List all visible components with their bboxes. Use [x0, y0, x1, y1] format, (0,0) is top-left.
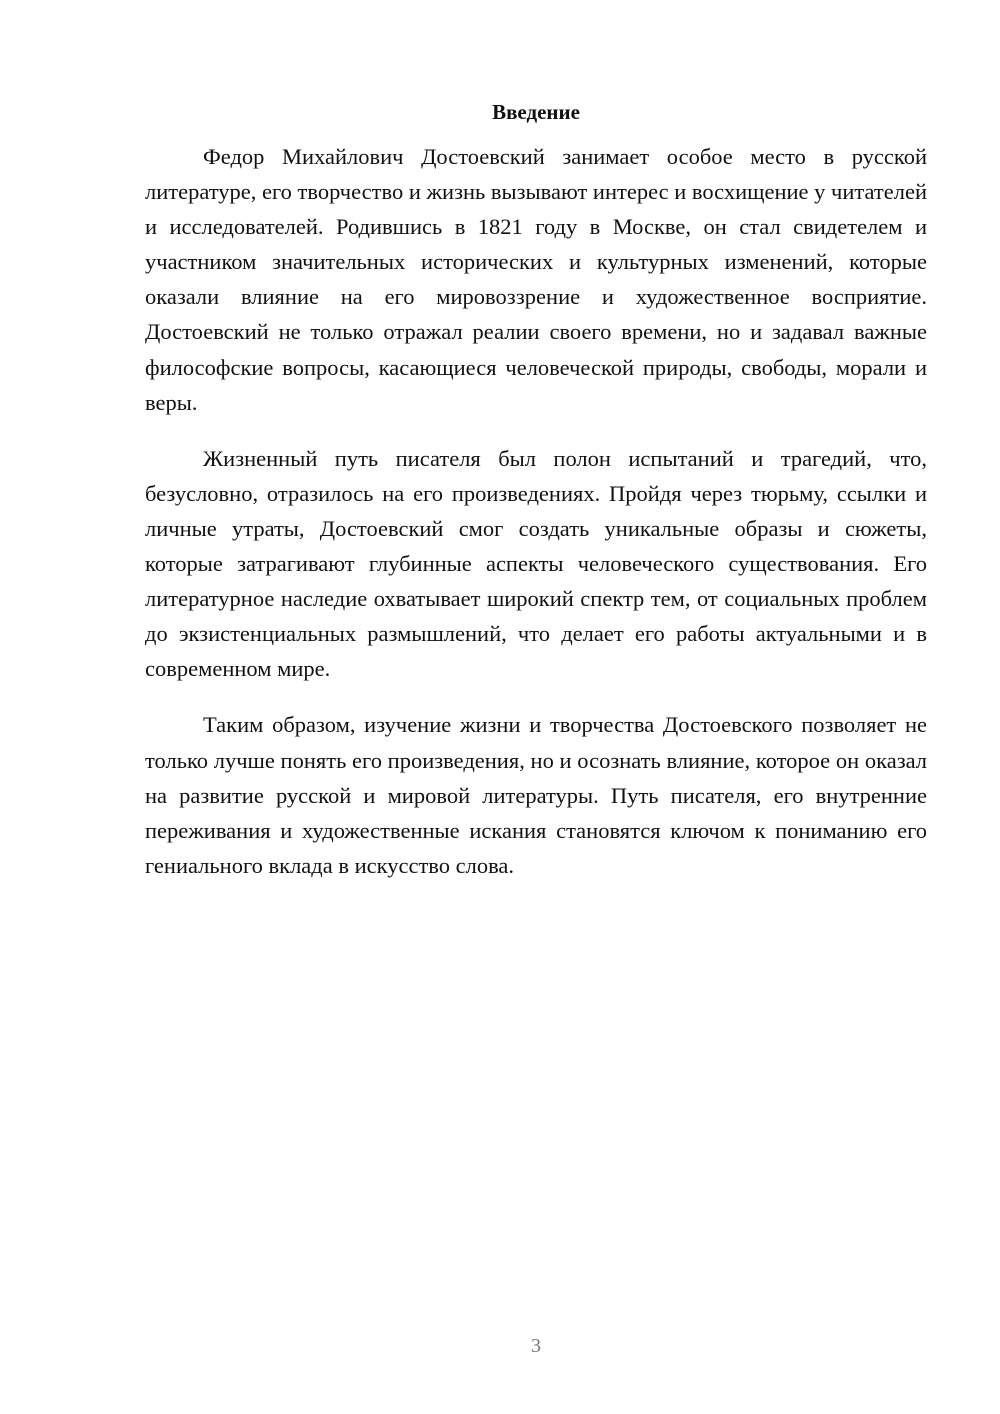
- paragraph-1: Федор Михайлович Достоевский занимает особое место в русской литературе, его творчество и жизнь вызывают интерес и восхищение у читателей и исследователей. Родившись в 1821 году в Москве, он стал свидетелем и участником значительных исторических и культурных изменений, которые оказали влияние на его мировоззрение и художественное восприятие. Достоевский не только отражал реалии своего времени, но и задавал важные философские вопросы, касающиеся человеческой природы, свободы, морали и веры.: [145, 144, 927, 415]
- page-number: 3: [531, 1335, 541, 1357]
- page-content: [145, 98, 927, 904]
- section-title: Введение: [492, 100, 580, 124]
- paragraph-2: Жизненный путь писателя был полон испытаний и трагедий, что, безусловно, отразилось на его произведениях. Пройдя через тюрьму, ссылки и личные утраты, Достоевский смог создать уникальные образы и сюжеты, которые затрагивают глубинные аспекты человеческого существования. Его литературное наследие охватывает широкий спектр тем, от социальных проблем до экзистенциальных размышлений, что делает его работы актуальными и в современном мире.: [145, 445, 927, 682]
- paragraph-3: Таким образом, изучение жизни и творчества Достоевского позволяет не только лучше понять его произведения, но и осознать влияние, которое он оказал на развитие русской и мировой литературы. Путь писателя, его внутренние переживания и художественные искания становятся ключом к пониманию его гениального вклада в искусство слова.: [145, 712, 927, 878]
